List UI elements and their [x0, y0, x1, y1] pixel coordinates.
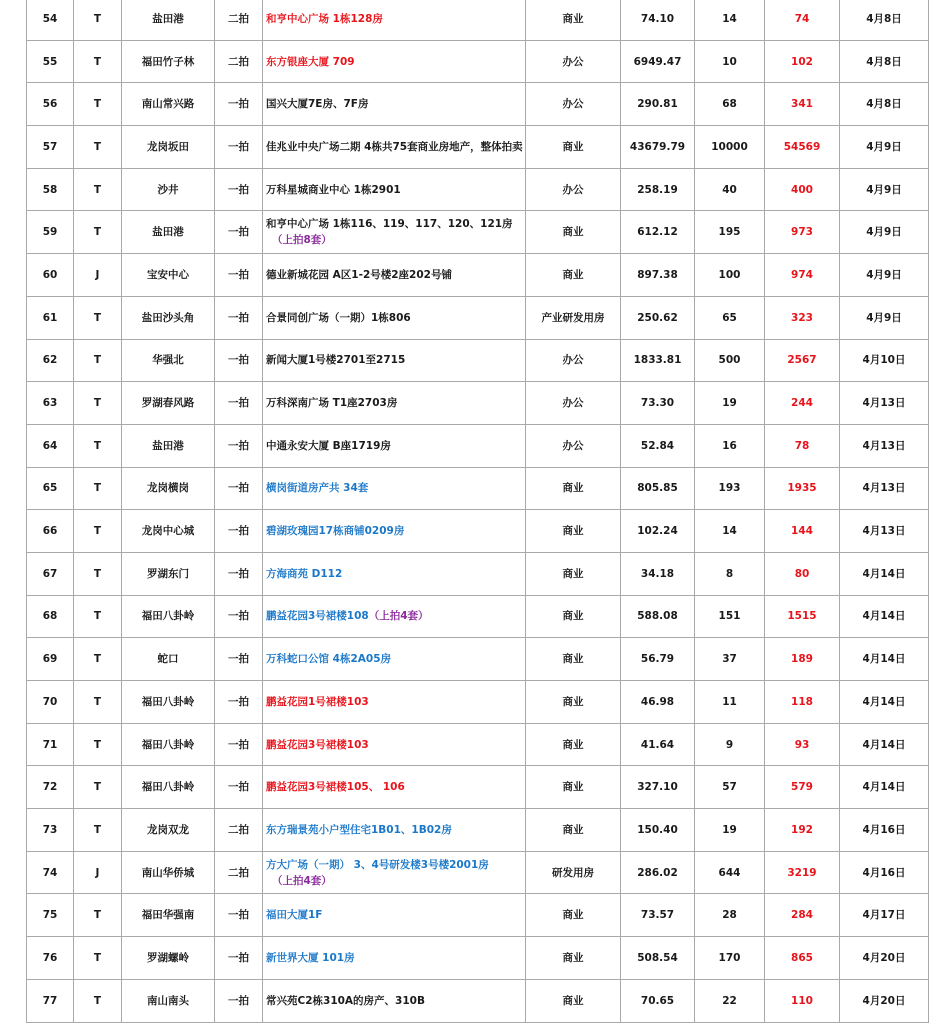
start-price-cell: 500 [695, 339, 765, 382]
address-cell [263, 595, 526, 638]
usage-cell: 商业 [526, 979, 621, 1022]
row-number: 77 [27, 979, 74, 1022]
address-text: 碧湖玫瑰园17栋商铺0209房 [266, 525, 405, 538]
table-row [27, 809, 929, 852]
date-cell: 4月14日 [840, 681, 929, 724]
start-price-cell: 10000 [695, 126, 765, 169]
start-price-cell: 195 [695, 211, 765, 254]
type-cell: T [74, 723, 122, 766]
date-cell: 4月13日 [840, 467, 929, 510]
area-cell: 福田八卦岭 [122, 595, 215, 638]
usage-cell: 商业 [526, 723, 621, 766]
usage-cell: 商业 [526, 937, 621, 980]
round-cell: 一拍 [215, 510, 263, 553]
row-number: 63 [27, 382, 74, 425]
address-text: 新闻大厦1号楼2701至2715 [266, 354, 406, 367]
address-text: 国兴大厦7E房、7F房 [266, 98, 369, 111]
address-note: （上拍4套） [368, 610, 429, 623]
type-cell: T [74, 339, 122, 382]
table-row [27, 979, 929, 1022]
address-note: （上拍4套） [272, 874, 332, 887]
price-cell: 865 [765, 937, 840, 980]
round-cell: 一拍 [215, 126, 263, 169]
address-cell [263, 937, 526, 980]
address-cell [263, 254, 526, 297]
price-cell: 74 [765, 0, 840, 40]
size-cell: 150.40 [621, 809, 695, 852]
address-text: 东方银座大厦 709 [266, 55, 355, 68]
start-price-cell: 19 [695, 382, 765, 425]
type-cell: T [74, 382, 122, 425]
row-number: 74 [27, 851, 74, 894]
table-row [27, 126, 929, 169]
date-cell: 4月9日 [840, 168, 929, 211]
usage-cell: 商业 [526, 0, 621, 40]
size-cell: 73.30 [621, 382, 695, 425]
size-cell: 290.81 [621, 83, 695, 126]
row-number: 65 [27, 467, 74, 510]
price-cell: 3219 [765, 851, 840, 894]
date-cell: 4月14日 [840, 723, 929, 766]
start-price-cell: 170 [695, 937, 765, 980]
size-cell: 1833.81 [621, 339, 695, 382]
size-cell: 73.57 [621, 894, 695, 937]
area-cell: 龙岗双龙 [122, 809, 215, 852]
size-cell: 588.08 [621, 595, 695, 638]
price-cell: 400 [765, 168, 840, 211]
start-price-cell: 100 [695, 254, 765, 297]
date-cell: 4月16日 [840, 809, 929, 852]
usage-cell: 商业 [526, 126, 621, 169]
row-number: 54 [27, 0, 74, 40]
row-number: 68 [27, 595, 74, 638]
round-cell: 一拍 [215, 937, 263, 980]
auction-table [26, 0, 929, 1023]
table-row [27, 40, 929, 83]
usage-cell: 办公 [526, 339, 621, 382]
size-cell: 258.19 [621, 168, 695, 211]
size-cell: 6949.47 [621, 40, 695, 83]
row-number: 59 [27, 211, 74, 254]
date-cell: 4月14日 [840, 638, 929, 681]
address-cell [263, 638, 526, 681]
usage-cell: 商业 [526, 809, 621, 852]
type-cell: T [74, 937, 122, 980]
address-text: 东方瑞景苑小户型住宅1B01、1B02房 [266, 823, 452, 836]
table-row [27, 595, 929, 638]
area-cell: 南山华侨城 [122, 851, 215, 894]
area-cell: 华强北 [122, 339, 215, 382]
price-cell: 973 [765, 211, 840, 254]
table-row [27, 937, 929, 980]
row-number: 73 [27, 809, 74, 852]
price-cell: 244 [765, 382, 840, 425]
row-number: 66 [27, 510, 74, 553]
start-price-cell: 8 [695, 552, 765, 595]
area-cell: 盐田港 [122, 424, 215, 467]
round-cell: 一拍 [215, 83, 263, 126]
address-cell [263, 766, 526, 809]
start-price-cell: 22 [695, 979, 765, 1022]
usage-cell: 商业 [526, 211, 621, 254]
address-text: 方海商苑 D112 [266, 567, 343, 580]
start-price-cell: 19 [695, 809, 765, 852]
date-cell: 4月13日 [840, 510, 929, 553]
area-cell: 蛇口 [122, 638, 215, 681]
row-number: 55 [27, 40, 74, 83]
size-cell: 102.24 [621, 510, 695, 553]
size-cell: 70.65 [621, 979, 695, 1022]
price-cell: 1935 [765, 467, 840, 510]
type-cell: T [74, 467, 122, 510]
type-cell: T [74, 510, 122, 553]
type-cell: T [74, 552, 122, 595]
size-cell: 34.18 [621, 552, 695, 595]
table-row [27, 766, 929, 809]
usage-cell: 商业 [526, 595, 621, 638]
table-row [27, 211, 929, 254]
date-cell: 4月14日 [840, 595, 929, 638]
round-cell: 二拍 [215, 0, 263, 40]
price-cell: 118 [765, 681, 840, 724]
usage-cell: 办公 [526, 83, 621, 126]
size-cell: 897.38 [621, 254, 695, 297]
type-cell: T [74, 296, 122, 339]
address-text: 方大广场（一期） 3、4号研发楼3号楼2001房 [266, 858, 489, 871]
address-cell [263, 809, 526, 852]
round-cell: 一拍 [215, 254, 263, 297]
round-cell: 一拍 [215, 766, 263, 809]
price-cell: 2567 [765, 339, 840, 382]
usage-cell: 办公 [526, 40, 621, 83]
size-cell: 286.02 [621, 851, 695, 894]
size-cell: 56.79 [621, 638, 695, 681]
round-cell: 一拍 [215, 638, 263, 681]
row-number: 64 [27, 424, 74, 467]
round-cell: 一拍 [215, 595, 263, 638]
price-cell: 80 [765, 552, 840, 595]
round-cell: 一拍 [215, 296, 263, 339]
table-row [27, 254, 929, 297]
area-cell: 福田华强南 [122, 894, 215, 937]
type-cell: T [74, 83, 122, 126]
round-cell: 二拍 [215, 40, 263, 83]
size-cell: 43679.79 [621, 126, 695, 169]
address-cell [263, 211, 526, 254]
row-number: 60 [27, 254, 74, 297]
row-number: 76 [27, 937, 74, 980]
address-cell [263, 681, 526, 724]
date-cell: 4月8日 [840, 0, 929, 40]
size-cell: 805.85 [621, 467, 695, 510]
table-row [27, 723, 929, 766]
address-text: 鹏益花园3号裙楼103 [266, 738, 369, 751]
area-cell: 福田竹子林 [122, 40, 215, 83]
date-cell: 4月8日 [840, 40, 929, 83]
address-text: 万科蛇口公馆 4栋2A05房 [266, 653, 392, 666]
row-number: 71 [27, 723, 74, 766]
area-cell: 福田八卦岭 [122, 681, 215, 724]
price-cell: 78 [765, 424, 840, 467]
date-cell: 4月9日 [840, 211, 929, 254]
date-cell: 4月9日 [840, 126, 929, 169]
table-row [27, 681, 929, 724]
address-cell [263, 83, 526, 126]
area-cell: 罗湖春风路 [122, 382, 215, 425]
size-cell: 508.54 [621, 937, 695, 980]
address-cell [263, 126, 526, 169]
address-text: 鹏益花园1号裙楼103 [266, 695, 369, 708]
table-row [27, 552, 929, 595]
area-cell: 龙岗横岗 [122, 467, 215, 510]
type-cell: T [74, 681, 122, 724]
start-price-cell: 11 [695, 681, 765, 724]
address-text: 万科深南广场 T1座2703房 [266, 397, 398, 410]
price-cell: 189 [765, 638, 840, 681]
date-cell: 4月16日 [840, 851, 929, 894]
date-cell: 4月10日 [840, 339, 929, 382]
usage-cell: 研发用房 [526, 851, 621, 894]
size-cell: 74.10 [621, 0, 695, 40]
usage-cell: 商业 [526, 681, 621, 724]
size-cell: 250.62 [621, 296, 695, 339]
address-cell [263, 296, 526, 339]
round-cell: 一拍 [215, 467, 263, 510]
address-cell [263, 851, 526, 894]
type-cell: T [74, 809, 122, 852]
price-cell: 974 [765, 254, 840, 297]
address-text: 和亨中心广场 1栋116、119、117、120、121房 [266, 218, 513, 231]
round-cell: 一拍 [215, 681, 263, 724]
address-cell [263, 382, 526, 425]
area-cell: 罗湖东门 [122, 552, 215, 595]
start-price-cell: 10 [695, 40, 765, 83]
area-cell: 福田八卦岭 [122, 723, 215, 766]
table-row [27, 467, 929, 510]
start-price-cell: 28 [695, 894, 765, 937]
row-number: 57 [27, 126, 74, 169]
start-price-cell: 14 [695, 510, 765, 553]
round-cell: 一拍 [215, 723, 263, 766]
address-text: 鹏益花园3号裙楼105、 106 [266, 781, 405, 794]
usage-cell: 办公 [526, 424, 621, 467]
row-number: 61 [27, 296, 74, 339]
area-cell: 宝安中心 [122, 254, 215, 297]
row-number: 56 [27, 83, 74, 126]
price-cell: 110 [765, 979, 840, 1022]
price-cell: 102 [765, 40, 840, 83]
price-cell: 93 [765, 723, 840, 766]
round-cell: 一拍 [215, 211, 263, 254]
address-text: 和亨中心广场 1栋128房 [266, 12, 383, 25]
price-cell: 579 [765, 766, 840, 809]
usage-cell: 商业 [526, 766, 621, 809]
usage-cell: 商业 [526, 638, 621, 681]
table-row [27, 851, 929, 894]
area-cell: 盐田沙头角 [122, 296, 215, 339]
area-cell: 盐田港 [122, 0, 215, 40]
date-cell: 4月20日 [840, 979, 929, 1022]
type-cell: T [74, 168, 122, 211]
start-price-cell: 37 [695, 638, 765, 681]
address-text: 横岗街道房产共 34套 [266, 482, 369, 495]
type-cell: T [74, 894, 122, 937]
round-cell: 一拍 [215, 552, 263, 595]
price-cell: 54569 [765, 126, 840, 169]
table-row [27, 510, 929, 553]
type-cell: T [74, 595, 122, 638]
size-cell: 41.64 [621, 723, 695, 766]
date-cell: 4月9日 [840, 254, 929, 297]
round-cell: 一拍 [215, 424, 263, 467]
table-row [27, 0, 929, 40]
date-cell: 4月14日 [840, 552, 929, 595]
price-cell: 192 [765, 809, 840, 852]
table-body [27, 0, 929, 1022]
type-cell: T [74, 979, 122, 1022]
address-cell [263, 424, 526, 467]
size-cell: 52.84 [621, 424, 695, 467]
round-cell: 一拍 [215, 382, 263, 425]
row-number: 58 [27, 168, 74, 211]
start-price-cell: 644 [695, 851, 765, 894]
address-cell [263, 168, 526, 211]
address-text: 常兴苑C2栋310A的房产、310B [266, 994, 425, 1007]
type-cell: J [74, 254, 122, 297]
row-number: 69 [27, 638, 74, 681]
start-price-cell: 16 [695, 424, 765, 467]
address-text: 万科星城商业中心 1栋2901 [266, 183, 401, 196]
type-cell: T [74, 211, 122, 254]
address-cell [263, 723, 526, 766]
type-cell: T [74, 0, 122, 40]
row-number: 75 [27, 894, 74, 937]
start-price-cell: 65 [695, 296, 765, 339]
usage-cell: 产业研发用房 [526, 296, 621, 339]
row-number: 67 [27, 552, 74, 595]
usage-cell: 商业 [526, 254, 621, 297]
row-number: 62 [27, 339, 74, 382]
table-row [27, 424, 929, 467]
address-text: 佳兆业中央广场二期 4栋共75套商业房地产，整体拍卖 [266, 140, 523, 153]
date-cell: 4月17日 [840, 894, 929, 937]
table-row [27, 339, 929, 382]
type-cell: T [74, 40, 122, 83]
address-cell [263, 339, 526, 382]
address-text: 鹏益花园3号裙楼108 [266, 610, 369, 623]
address-text: 新世界大厦 101房 [266, 951, 355, 964]
round-cell: 一拍 [215, 339, 263, 382]
start-price-cell: 193 [695, 467, 765, 510]
round-cell: 一拍 [215, 894, 263, 937]
size-cell: 612.12 [621, 211, 695, 254]
table-row [27, 894, 929, 937]
address-cell [263, 552, 526, 595]
address-text: 德业新城花园 A区1-2号楼2座202号铺 [266, 268, 452, 281]
area-cell: 南山常兴路 [122, 83, 215, 126]
date-cell: 4月13日 [840, 382, 929, 425]
type-cell: T [74, 126, 122, 169]
round-cell: 一拍 [215, 979, 263, 1022]
start-price-cell: 9 [695, 723, 765, 766]
start-price-cell: 151 [695, 595, 765, 638]
address-text: 福田大厦1F [266, 909, 323, 922]
table-row [27, 83, 929, 126]
date-cell: 4月14日 [840, 766, 929, 809]
size-cell: 46.98 [621, 681, 695, 724]
address-cell [263, 510, 526, 553]
type-cell: T [74, 638, 122, 681]
address-cell [263, 979, 526, 1022]
address-cell [263, 894, 526, 937]
table-row [27, 296, 929, 339]
round-cell: 二拍 [215, 851, 263, 894]
area-cell: 沙井 [122, 168, 215, 211]
table-row [27, 638, 929, 681]
date-cell: 4月9日 [840, 296, 929, 339]
area-cell: 南山南头 [122, 979, 215, 1022]
address-note: （上拍8套） [272, 234, 332, 247]
price-cell: 284 [765, 894, 840, 937]
type-cell: T [74, 766, 122, 809]
area-cell: 福田八卦岭 [122, 766, 215, 809]
area-cell: 龙岗坂田 [122, 126, 215, 169]
area-cell: 盐田港 [122, 211, 215, 254]
address-text: 合景同创广场（一期）1栋806 [266, 311, 411, 324]
date-cell: 4月8日 [840, 83, 929, 126]
table-row [27, 382, 929, 425]
usage-cell: 商业 [526, 467, 621, 510]
address-cell [263, 467, 526, 510]
date-cell: 4月20日 [840, 937, 929, 980]
usage-cell: 办公 [526, 382, 621, 425]
start-price-cell: 40 [695, 168, 765, 211]
area-cell: 罗湖螺岭 [122, 937, 215, 980]
row-number: 70 [27, 681, 74, 724]
usage-cell: 办公 [526, 168, 621, 211]
type-cell: T [74, 424, 122, 467]
area-cell: 龙岗中心城 [122, 510, 215, 553]
usage-cell: 商业 [526, 510, 621, 553]
price-cell: 1515 [765, 595, 840, 638]
round-cell: 一拍 [215, 168, 263, 211]
date-cell: 4月13日 [840, 424, 929, 467]
table-row [27, 168, 929, 211]
usage-cell: 商业 [526, 894, 621, 937]
start-price-cell: 14 [695, 0, 765, 40]
price-cell: 144 [765, 510, 840, 553]
row-number: 72 [27, 766, 74, 809]
price-cell: 323 [765, 296, 840, 339]
start-price-cell: 57 [695, 766, 765, 809]
address-cell [263, 40, 526, 83]
address-cell [263, 0, 526, 40]
size-cell: 327.10 [621, 766, 695, 809]
type-cell: J [74, 851, 122, 894]
price-cell: 341 [765, 83, 840, 126]
start-price-cell: 68 [695, 83, 765, 126]
address-text: 中通永安大厦 B座1719房 [266, 439, 391, 452]
round-cell: 二拍 [215, 809, 263, 852]
usage-cell: 商业 [526, 552, 621, 595]
